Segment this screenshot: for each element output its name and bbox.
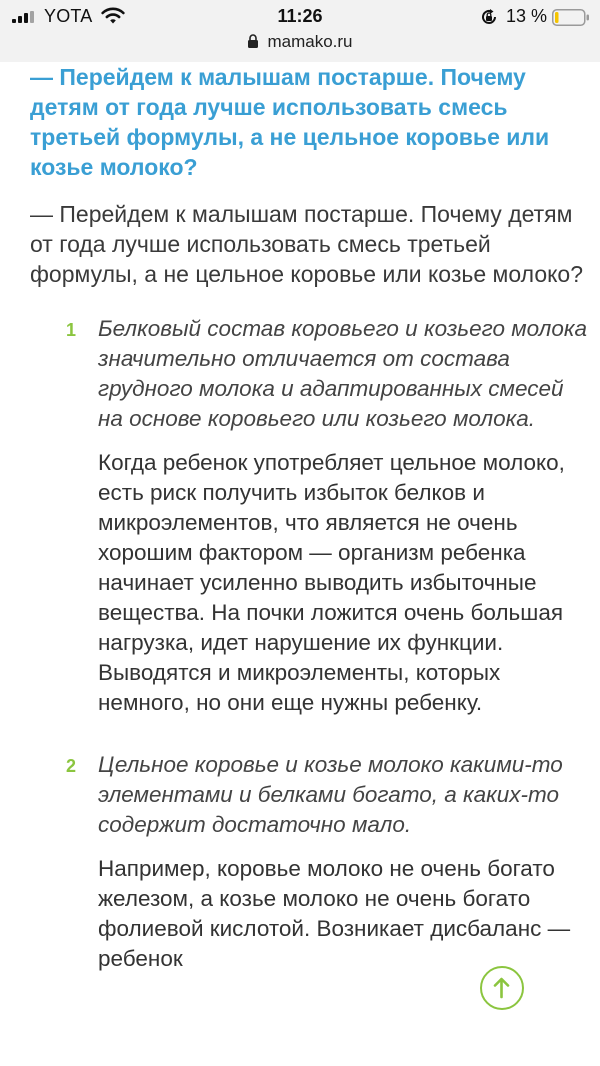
battery-percent: 13 % <box>506 6 548 26</box>
list-item <box>30 314 590 718</box>
browser-chrome <box>0 0 600 62</box>
article-content <box>30 62 590 974</box>
lock-icon <box>247 34 259 49</box>
item-number: 1 <box>66 320 77 340</box>
article-heading: — Перейдем к малышам постарше. Почему детям от года лучше использовать смесь третьей формулы, а не цельное коровье или козье молоко? <box>30 64 550 180</box>
clock: 11:26 <box>277 6 323 26</box>
status-bar <box>0 0 600 34</box>
item-lead: Белковый состав коровьего и козьего молока значительно отличается от состава грудного молока и адаптированных смесей на основе коровьего или козьего молока. <box>98 316 588 431</box>
item-number: 2 <box>66 756 77 776</box>
address-bar[interactable] <box>0 32 600 58</box>
url-text: mamako.ru <box>267 32 353 51</box>
item-body: Например, коровье молоко не очень богато железом, а козье молоко не очень богато фолиевой кислотой. Возникает дисбаланс — ребенок <box>98 856 571 971</box>
carrier-name: YOTA <box>44 6 93 26</box>
item-body: Когда ребенок употребляет цельное молоко, есть риск получить избыток белков и микроэлементов, что является не очень хорошим фактором — организм ребенка начинает усиленно выводить избыточные вещества. На почки ложится очень большая нагрузка, идет нарушение их функции. Выводятся и микроэлементы, которых немного, но они еще нужны ребенку. <box>98 450 565 715</box>
item-lead: Цельное коровье и козье молоко какими-то элементами и белками богато, а каких-то содержит достаточно мало. <box>98 752 563 837</box>
list-item <box>30 750 590 974</box>
arrow-up-icon <box>482 968 521 1007</box>
article-intro: — Перейдем к малышам постарше. Почему детям от года лучше использовать смесь третьей формулы, а не цельное коровье или козье молоко? <box>30 201 584 287</box>
battery-icon <box>552 9 590 26</box>
scroll-to-top-button[interactable] <box>480 966 524 1010</box>
rotation-lock-icon <box>480 8 498 26</box>
